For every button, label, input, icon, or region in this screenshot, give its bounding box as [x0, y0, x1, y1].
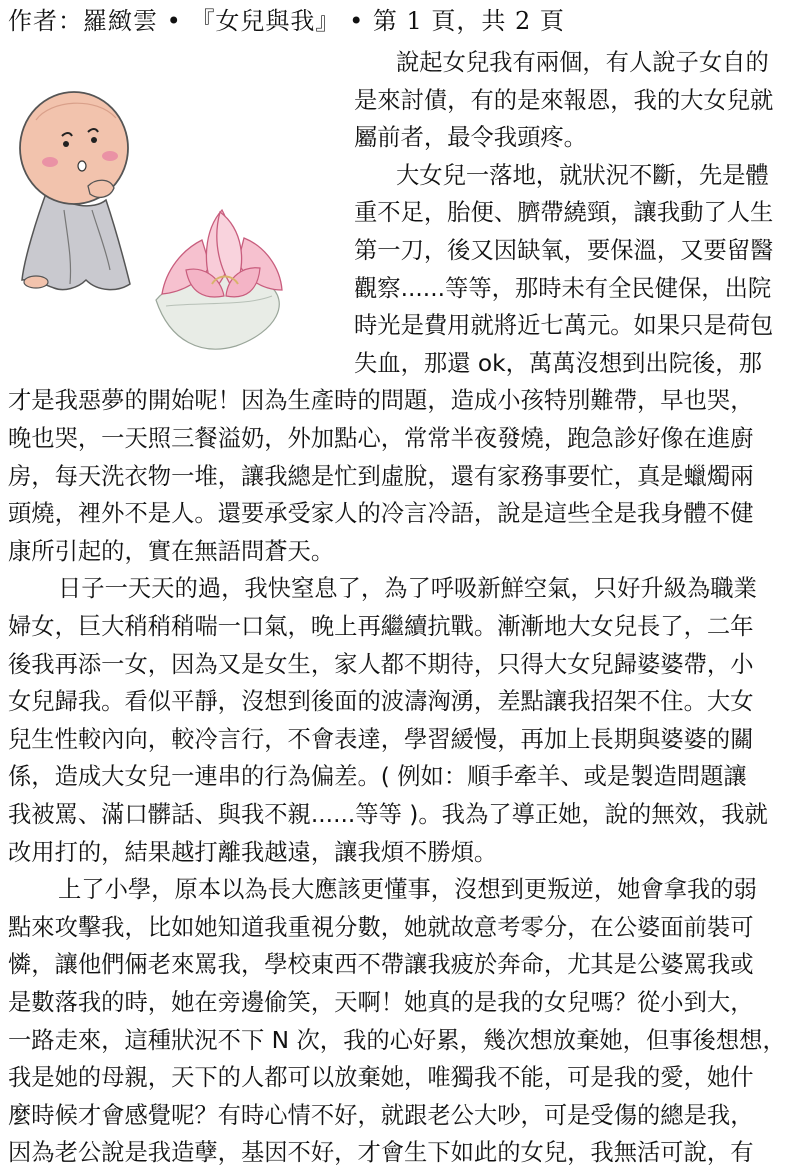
text-line: 大女兒一落地，就狀況不斷，先是體 — [396, 161, 769, 189]
document-title: 『女兒與我』 — [190, 7, 341, 35]
lotus-flower-drawing-icon — [156, 210, 282, 349]
text-line: 是數落我的時，她在旁邊偷笑，天啊！她真的是我的女兒嗎？從小到大， — [8, 989, 754, 1016]
text-line: 重不足，胎便、臍帶繞頸，讓我動了人生 — [354, 199, 774, 227]
page-header — [8, 4, 792, 38]
text-line: 康所引起的，實在無語問蒼天。 — [8, 537, 335, 565]
text-line: 女兒歸我。看似平靜，沒想到後面的波濤洶湧，差點讓我招架不住。大女 — [8, 688, 754, 716]
text-line: 日子一天天的過，我快窒息了，為了呼吸新鮮空氣，只好升級為職業 — [58, 575, 757, 603]
text-line: 憐，讓他們倆老來罵我，學校東西不帶讓我疲於奔命，尤其是公婆罵我或 — [8, 951, 754, 979]
text-line: 是來討債，有的是來報恩，我的大女兒就 — [354, 86, 774, 114]
child-monk-drawing-icon — [20, 92, 130, 290]
text-line: 頭燒，裡外不是人。還要承受家人的冷言冷語，說是這些全是我身體不健 — [8, 500, 754, 528]
illustration — [6, 70, 296, 360]
text-line: 觀察......等等，那時未有全民健保，出院 — [354, 274, 772, 302]
text-line: 我被罵、滿口髒話、與我不親......等等 )。我為了導正她，說的無效，我就 — [8, 801, 768, 828]
page-number: 第 1 頁，共 2 頁 — [372, 7, 565, 35]
text-line: 房，每天洗衣物一堆，讓我總是忙到虛脫，還有家務事要忙，真是蠟燭兩 — [8, 462, 754, 490]
text-line: 說起女兒我有兩個，有人說子女自的 — [396, 49, 769, 76]
header-separator: • — [349, 7, 365, 35]
header-separator: • — [166, 7, 182, 35]
text-line: 第一刀，後又因缺氧，要保溫，又要留醫 — [354, 237, 774, 264]
text-line: 一路走來，這種狀況不下 N 次，我的心好累，幾次想放棄她，但事後想想， — [8, 1026, 786, 1054]
author-name: 羅緻雲 — [83, 7, 158, 35]
text-line: 婦女，巨大稍稍稍喘一口氣，晚上再繼續抗戰。漸漸地大女兒長了，二年 — [8, 613, 754, 640]
text-line: 失血，那還 ok，萬萬沒想到出院後，那 — [354, 349, 762, 377]
header-colon: ： — [58, 7, 83, 35]
text-line: 點來攻擊我，比如她知道我重視分數，她就故意考零分，在公婆面前裝可 — [8, 913, 754, 941]
text-line: 上了小學，原本以為長大應該更懂事，沒想到更叛逆，她會拿我的弱 — [58, 876, 757, 904]
text-line: 因為老公說是我造孽，基因不好，才會生下如此的女兒，我無活可說，有 — [8, 1139, 754, 1167]
text-line: 才是我惡夢的開始呢！因為生產時的問題，造成小孩特別難帶，早也哭， — [8, 387, 754, 415]
text-line: 時光是費用就將近七萬元。如果只是荷包 — [354, 312, 774, 340]
text-line: 後我再添一女，因為又是女生，家人都不期待，只得大女兒歸婆婆帶，小 — [8, 650, 754, 678]
text-line: 改用打的，結果越打離我越遠，讓我煩不勝煩。 — [8, 838, 498, 866]
text-line: 晚也哭，一天照三餐溢奶，外加點心，常常半夜發燒，跑急診好像在進廚 — [8, 425, 754, 452]
text-line: 麼時候才會感覺呢？有時心情不好，就跟老公大吵，可是受傷的總是我， — [8, 1101, 754, 1129]
author-label: 作者 — [8, 7, 58, 35]
text-line: 我是她的母親，天下的人都可以放棄她，唯獨我不能，可是我的愛，她什 — [8, 1064, 754, 1092]
text-line: 屬前者，最令我頭疼。 — [354, 124, 587, 152]
text-line: 兒生性較內向，較冷言行，不會表達，學習緩慢，再加上長期與婆婆的關 — [8, 725, 754, 753]
text-line: 係，造成大女兒一連串的行為偏差。( 例如：順手牽羊、或是製造問題讓 — [8, 763, 747, 791]
